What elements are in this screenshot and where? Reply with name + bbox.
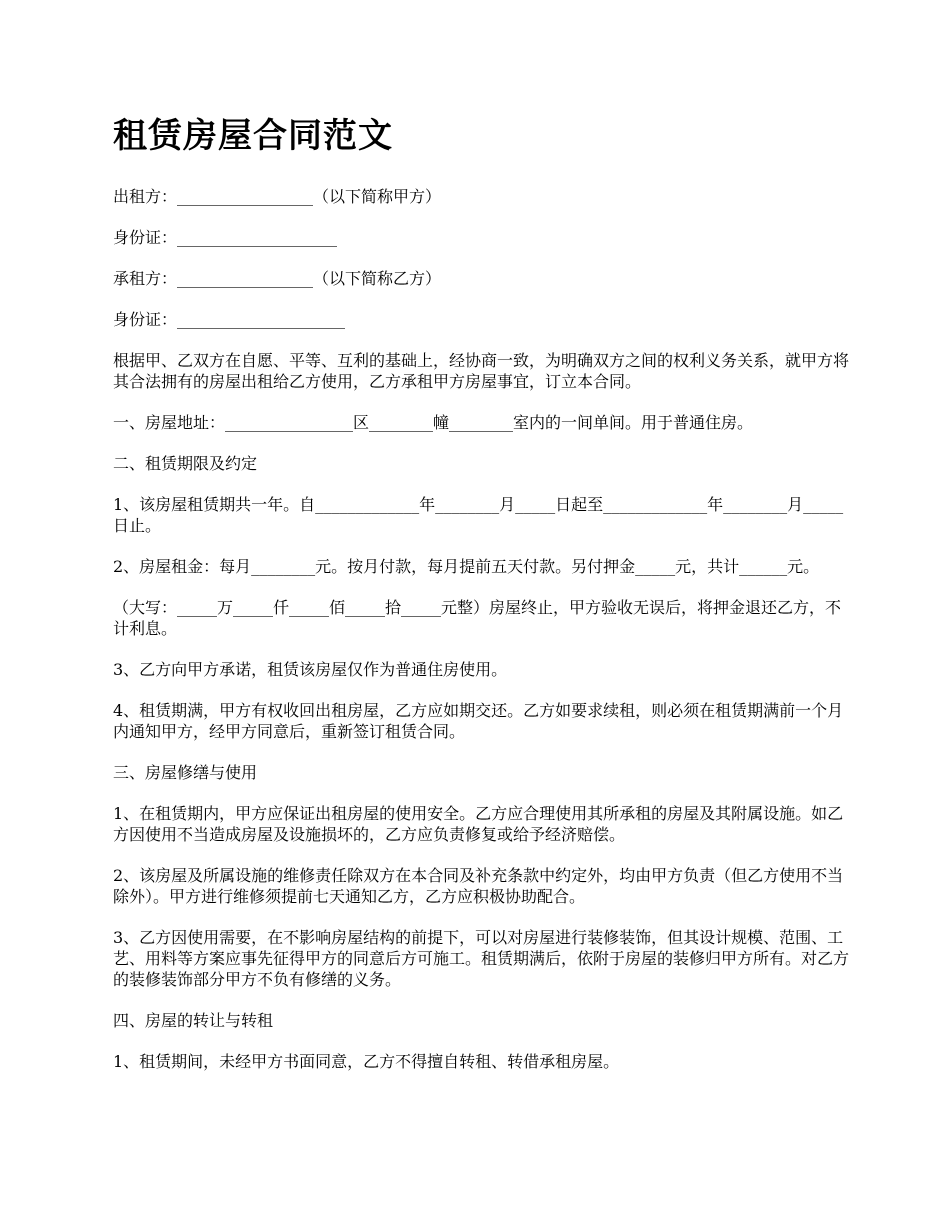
lessor-id-line: 身份证：____________________: [113, 228, 338, 247]
clause-4-1: 1、租赁期间，未经甲方书面同意，乙方不得擅自转租、转借承租房屋。: [113, 1052, 620, 1071]
preamble-paragraph: 根据甲、乙双方在自愿、平等、互利的基础上，经协商一致，为明确双方之间的权利义务关系，就甲方将其合法拥有的房屋出租给乙方使用，乙方承租甲方房屋事宜，订立本合同。: [113, 351, 850, 391]
clause-3-1: 1、在租赁期内，甲方应保证出租房屋的使用安全。乙方应合理使用其所承租的房屋及其附属设施。如乙方因使用不当造成房屋及设施损坏的，乙方应负责修复或给予经济赔偿。: [113, 804, 844, 844]
document-title: 租赁房屋合同范文: [113, 116, 393, 156]
section-3-heading: 三、房屋修缮与使用: [113, 763, 258, 782]
document-page: [113, 112, 853, 1092]
clause-2-2-amount: （大写：_____万_____仟_____佰_____拾_____元整）房屋终止，甲方验收无误后，将押金退还乙方，不计利息。: [113, 598, 842, 638]
clause-2-4: 4、租赁期满，甲方有权收回出租房屋，乙方应如期交还。乙方如要求续租，则必须在租赁期满前一个月内通知甲方，经甲方同意后，重新签订租赁合同。: [113, 701, 844, 741]
lessee-id-line: 身份证：_____________________: [113, 310, 346, 329]
clause-2-1: 1、该房屋租赁期共一年。自_____________年________月_____日起至_____________年________月_____日止。: [113, 495, 844, 535]
section-2-heading: 二、租赁期限及约定: [113, 454, 258, 473]
clause-2-3: 3、乙方向甲方承诺，租赁该房屋仅作为普通住房使用。: [113, 660, 508, 679]
clause-2-2: 2、房屋租金：每月________元。按月付款，每月提前五天付款。另付押金_____元，共计______元。: [113, 557, 820, 576]
lessee-line: 承租方：_________________（以下简称乙方）: [113, 269, 442, 288]
section-4-heading: 四、房屋的转让与转租: [113, 1011, 274, 1030]
section-1-address: 一、房屋地址：________________区________幢________室内的一间单间。用于普通住房。: [113, 413, 754, 432]
lessor-line: 出租方：_________________（以下简称甲方）: [113, 187, 442, 206]
clause-3-3: 3、乙方因使用需要，在不影响房屋结构的前提下，可以对房屋进行装修装饰，但其设计规模、范围、工艺、用料等方案应事先征得甲方的同意后方可施工。租赁期满后，依附于房屋的装修归甲方所有。对乙方的装修装饰部分甲方不负有修缮的义务。: [113, 928, 850, 989]
clause-3-2: 2、该房屋及所属设施的维修责任除双方在本合同及补充条款中约定外，均由甲方负责（但乙方使用不当除外）。甲方进行维修须提前七天通知乙方，乙方应积极协助配合。: [113, 866, 844, 906]
